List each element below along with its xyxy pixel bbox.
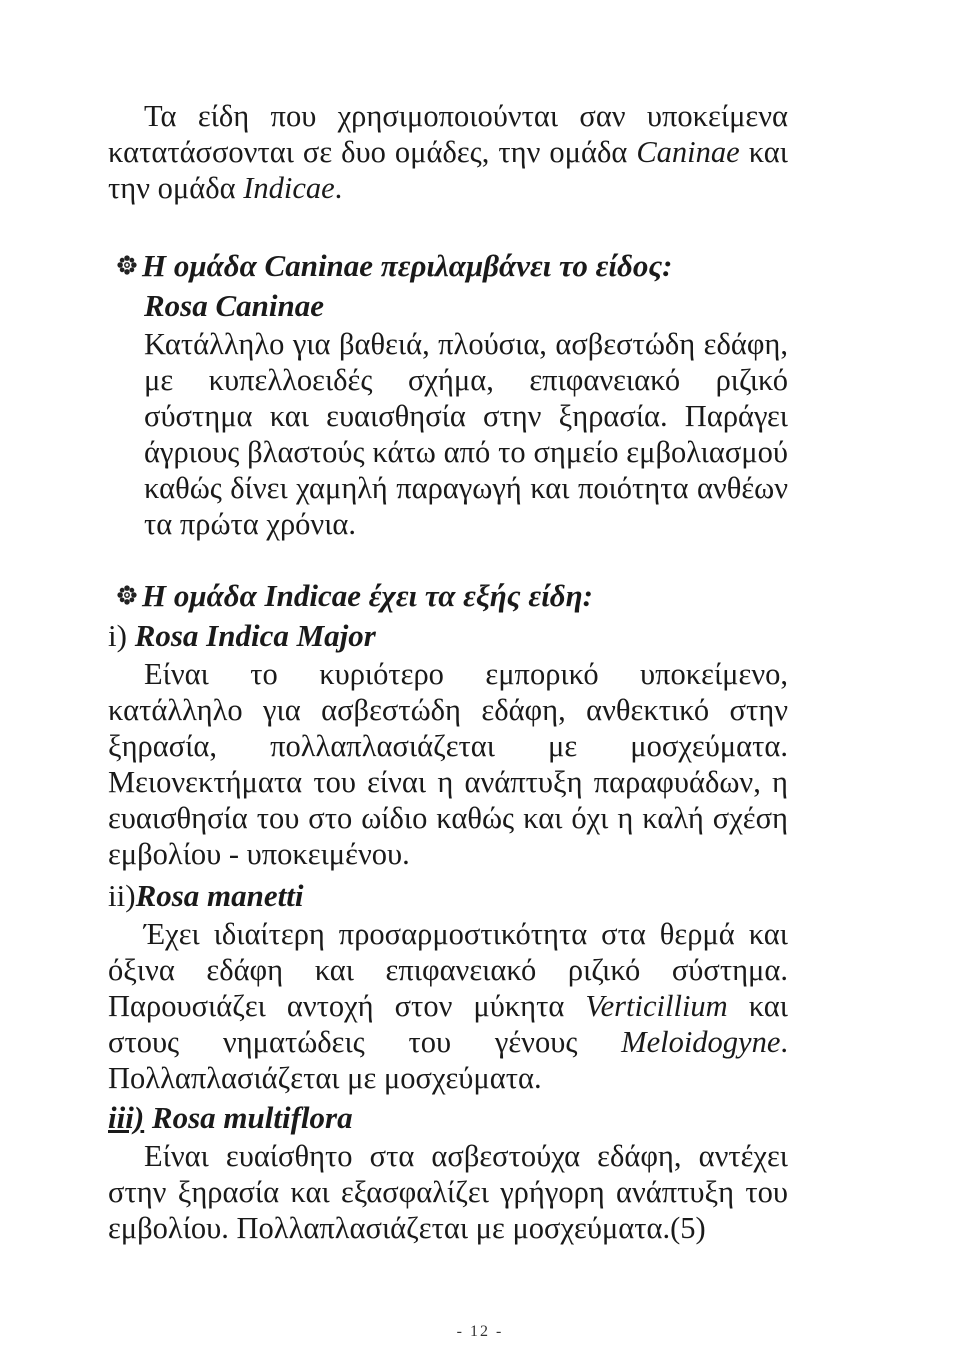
species-rosa-caninae: [108, 286, 788, 326]
section-heading-caninae: [108, 246, 788, 286]
species-name: Rosa Caninae: [144, 288, 325, 323]
indica-major-description: Είναι το κυριότερο εμπορικό υποκείμενο, κατάλληλο για ασβεστώδη εδάφη, ανθεκτικό στην ξηρασία, πολλαπλασιάζεται με μοσχεύματα. Μειονεκτήματα του είναι η ανάπτυξη παραφυάδων, η ευαισθησία του στο ωίδιο καθώς και όχι η καλή σχέση εμβολίου - υποκειμένου.: [108, 657, 788, 871]
indicae-term: Indicae: [243, 171, 335, 205]
flower-bullet-icon: [116, 254, 138, 276]
section-heading-indicae: [108, 576, 788, 616]
manetti-text-c: . Πολλαπλασιάζεται με μοσχεύματα.: [108, 1025, 788, 1095]
meloidogyne-term: Meloidogyne: [621, 1025, 781, 1059]
indicae-heading-text: Η ομάδα Indicae έχει τα εξής είδη:: [142, 578, 593, 613]
caninae-heading-text: Η ομάδα Caninae περιλαμβάνει το είδος:: [142, 248, 673, 283]
item-number: i): [108, 618, 127, 653]
manetti-text-a: Έχει ιδιαίτερη προσαρμοστικότητα στα θερμά και όξινα εδάφη και επιφανειακό ριζικό σύστημα. Παρουσιάζει αντοχή στον μύκητα: [108, 917, 788, 1023]
item-species-name: Rosa Indica Major: [134, 618, 376, 653]
multiflora-description: Είναι ευαίσθητο στα ασβεστούχα εδάφη, αντέχει στην ξηρασία και εξασφαλίζει γρήγορη ανάπτυξη του εμβολίου. Πολλαπλασιάζεται με μοσχεύματα.(5): [108, 1139, 788, 1245]
page-number: - 12 -: [456, 1323, 504, 1340]
intro-end: .: [334, 171, 343, 205]
item-rosa-indica-major: [108, 616, 788, 656]
item-number: ii): [108, 878, 136, 913]
intro-paragraph: [108, 98, 788, 206]
item-rosa-multiflora: [108, 1098, 788, 1138]
document-page: [108, 98, 788, 1246]
manetti-text-b: και στους νηματώδεις του γένους: [108, 989, 788, 1059]
intro-text-1: Τα είδη που χρησιμοποιούνται σαν υποκείμενα κατατάσσονται σε δυο ομάδες, την ομάδα: [108, 99, 788, 169]
item-rosa-manetti: [108, 876, 788, 916]
caninae-description: Κατάλληλο για βαθειά, πλούσια, ασβεστώδη εδάφη, με κυπελλοειδές σχήμα, επιφανειακό ριζικό σύστημα και ευαισθησία στην ξηρασία. Παράγει άγριους βλαστούς κάτω από το σημείο εμβολιασμού καθώς δίνει χαμηλή παραγωγή και ποιότητα ανθέων τα πρώτα χρόνια.: [144, 327, 788, 541]
flower-bullet-icon: [116, 584, 138, 606]
item-species-name: Rosa manetti: [135, 878, 304, 913]
manetti-description: [108, 916, 788, 1096]
item-species-name: Rosa multiflora: [151, 1100, 353, 1135]
item-number: iii): [108, 1100, 145, 1135]
caninae-term: Caninae: [636, 135, 740, 169]
verticillium-term: Verticillium: [585, 989, 728, 1023]
intro-text-2: και την ομάδα: [108, 135, 788, 205]
